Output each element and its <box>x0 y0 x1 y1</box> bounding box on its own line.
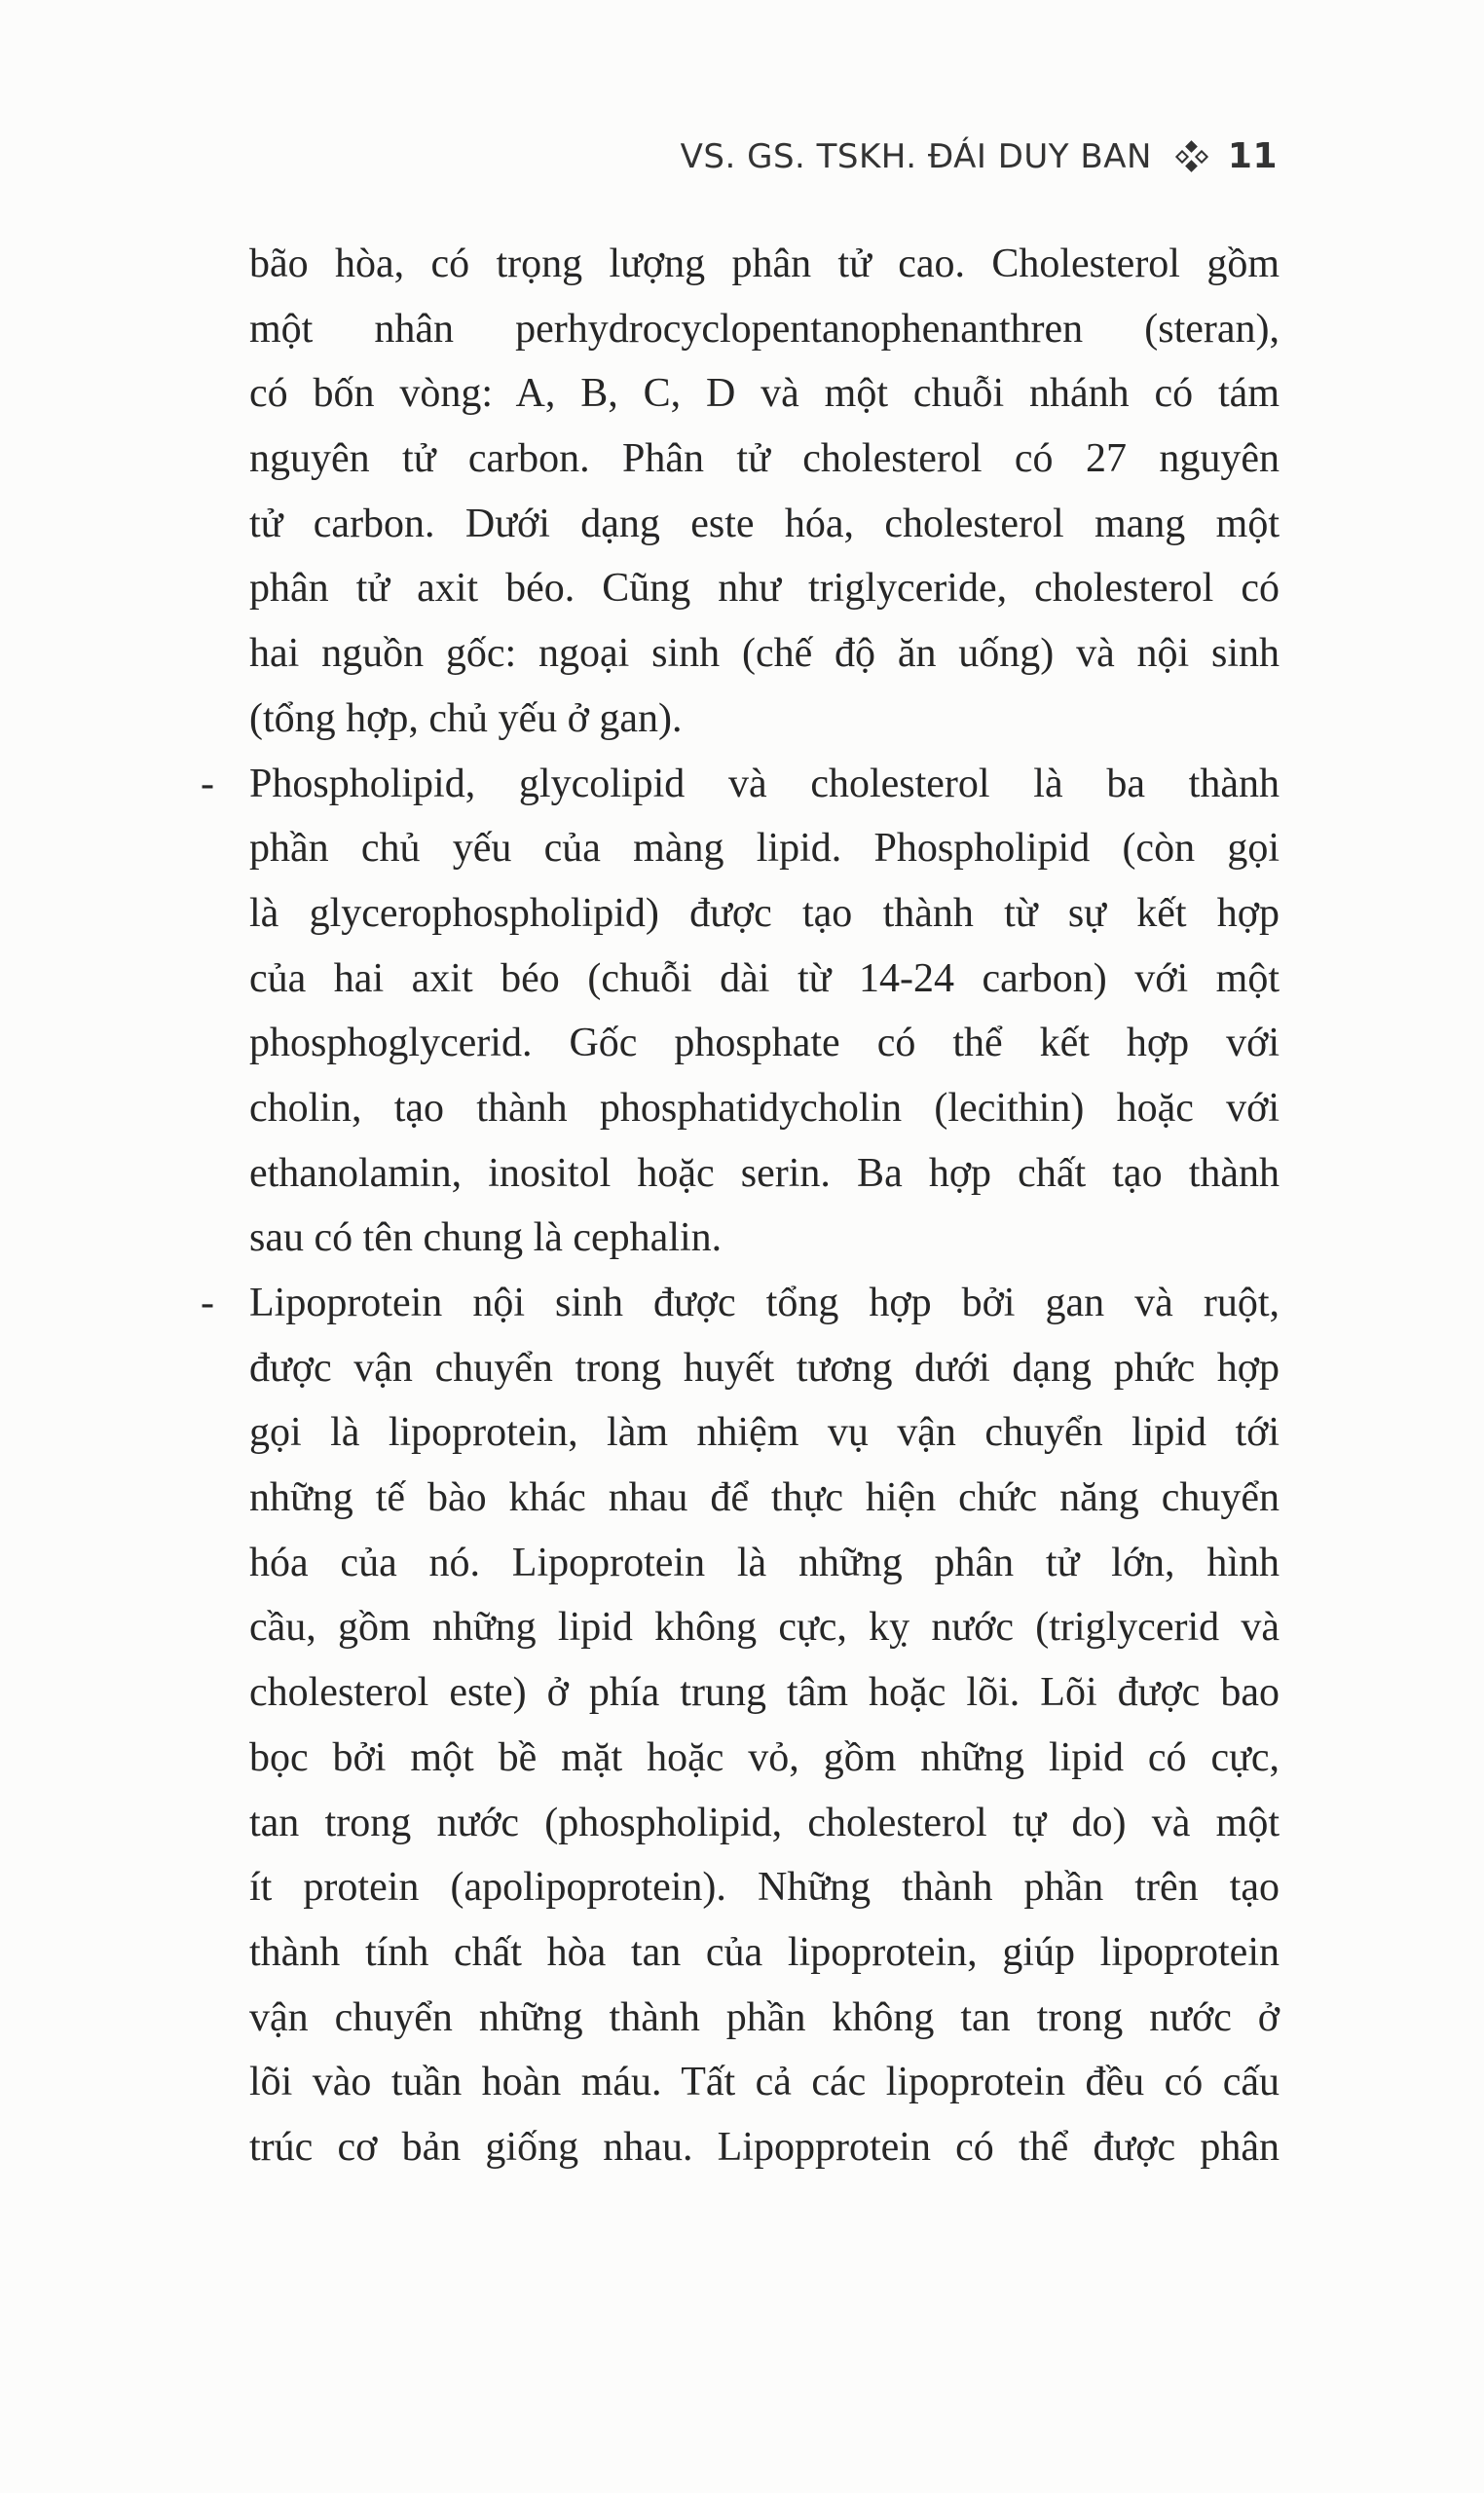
text-line: cholesterol este) ở phía trung tâm hoặc lõi. Lõi được bao <box>249 1670 1280 1716</box>
bullet-paragraph <box>201 752 1280 1272</box>
text-line: có bốn vòng: A, B, C, D và một chuỗi nhánh có tám <box>249 371 1280 417</box>
text-line: phosphoglycerid. Gốc phosphate có thể kết hợp với <box>249 1021 1280 1066</box>
text-line: cholin, tạo thành phosphatidycholin (lecithin) hoặc với <box>249 1085 1280 1131</box>
text-line: những tế bào khác nhau để thực hiện chức năng chuyển <box>249 1475 1280 1521</box>
text-line: tử carbon. Dưới dạng este hóa, cholesterol mang một <box>249 501 1280 546</box>
paragraph <box>249 232 1280 752</box>
text-line: ethanolamin, inositol hoặc serin. Ba hợp chất tạo thành <box>249 1150 1280 1196</box>
text-line: Phospholipid, glycolipid và cholesterol là ba thành <box>249 761 1280 806</box>
text-line: phần chủ yếu của màng lipid. Phospholipid (còn gọi <box>249 826 1280 872</box>
bullet-dash: - <box>201 761 214 806</box>
text-line: trúc cơ bản giống nhau. Lipopprotein có thể được phân <box>249 2124 1280 2170</box>
author-name: VS. GS. TSKH. ĐÁI DUY BAN <box>680 136 1152 176</box>
text-line: tan trong nước (phospholipid, cholesterol tự do) và một <box>249 1800 1280 1845</box>
bullet-paragraph <box>201 1271 1280 2180</box>
text-line: lõi vào tuần hoàn máu. Tất cả các lipoprotein đều có cấu <box>249 2060 1280 2105</box>
text-line: nguyên tử carbon. Phân tử cholesterol có 27 nguyên <box>249 436 1280 482</box>
text-line: bão hòa, có trọng lượng phân tử cao. Cholesterol gồm <box>249 242 1280 286</box>
page-body <box>201 232 1280 2180</box>
text-line: cầu, gồm những lipid không cực, kỵ nước (triglycerid và <box>249 1605 1280 1651</box>
page-number: 11 <box>1227 136 1278 176</box>
text-line: bọc bởi một bề mặt hoặc vỏ, gồm những lipid có cực, <box>249 1734 1280 1780</box>
text-line: thành tính chất hòa tan của lipoprotein, giúp lipoprotein <box>249 1929 1280 1975</box>
text-line: phân tử axit béo. Cũng như triglyceride, cholesterol có <box>249 566 1280 612</box>
text-line: được vận chuyển trong huyết tương dưới dạng phức hợp <box>249 1345 1280 1391</box>
running-header <box>681 136 1278 176</box>
text-line: hóa của nó. Lipoprotein là những phân tử lớn, hình <box>249 1540 1280 1585</box>
text-line: (tổng hợp, chủ yếu ở gan). <box>249 695 683 741</box>
text-line: một nhân perhydrocyclopentanophenanthren (steran), <box>249 306 1280 352</box>
diamond-ornament-icon <box>1177 142 1206 171</box>
text-line: gọi là lipoprotein, làm nhiệm vụ vận chuyển lipid tới <box>249 1410 1280 1456</box>
text-line: sau có tên chung là cephalin. <box>249 1215 723 1261</box>
text-line: của hai axit béo (chuỗi dài từ 14-24 carbon) với một <box>249 955 1280 1001</box>
text-line: Lipoprotein nội sinh được tổng hợp bởi gan và ruột, <box>249 1281 1280 1325</box>
bullet-dash: - <box>201 1281 214 1325</box>
text-line: ít protein (apolipoprotein). Những thành phần trên tạo <box>249 1865 1280 1911</box>
text-line: hai nguồn gốc: ngoại sinh (chế độ ăn uống) và nội sinh <box>249 631 1280 677</box>
text-line: vận chuyển những thành phần không tan trong nước ở <box>249 1994 1280 2040</box>
text-line: là glycerophospholipid) được tạo thành từ sự kết hợp <box>249 890 1280 936</box>
